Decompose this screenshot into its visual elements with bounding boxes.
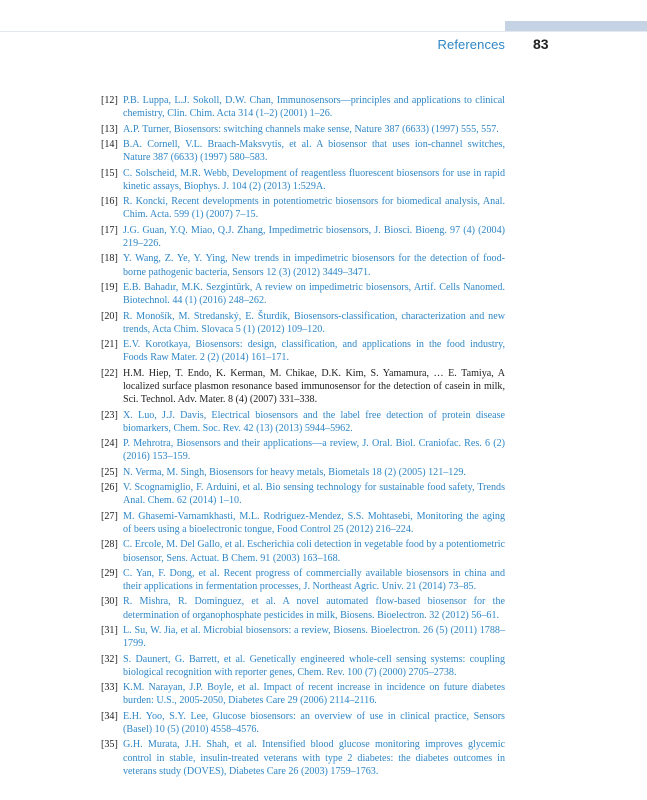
- reference-item[interactable]: [101, 224, 505, 250]
- reference-number: [17]: [101, 224, 118, 236]
- reference-text[interactable]: R. Koncki, Recent developments in potentiometric biosensors for biomedical analysis, Anal. Chim. Acta. 599 (1) (2007) 7–15.: [123, 196, 505, 221]
- reference-text[interactable]: S. Daunert, G. Barrett, et al. Genetically engineered whole-cell sensing systems: coupling biological recognition with reporter genes, Chem. Rev. 100 (7) (2000) 2705–2738.: [123, 653, 505, 678]
- reference-item[interactable]: [101, 195, 505, 221]
- reference-text[interactable]: P.B. Luppa, L.J. Sokoll, D.W. Chan, Immunosensors—principles and applications to clinical chemistry, Clin. Chim. Acta 314 (1–2) (2001) 1–26.: [123, 95, 505, 120]
- reference-text[interactable]: G.H. Murata, J.H. Shah, et al. Intensified blood glucose monitoring improves glycemic control in stable, insulin-treated veterans with type 2 diabetes: the diabetes outcomes in veterans study (DOVES), Diabetes Care 26 (2003) 1759–1763.: [123, 739, 505, 777]
- reference-text[interactable]: E.H. Yoo, S.Y. Lee, Glucose biosensors: an overview of use in clinical practice, Sensors (Basel) 10 (5) (2010) 4558–4576.: [123, 710, 505, 736]
- reference-number: [28]: [101, 539, 118, 551]
- reference-item[interactable]: [101, 567, 505, 593]
- reference-item[interactable]: [101, 281, 505, 307]
- reference-text[interactable]: B.A. Cornell, V.L. Braach-Maksvytis, et al. A biosensor that uses ion-channel switches, Nature 387 (6633) (1997) 580–583.: [123, 138, 505, 164]
- reference-text[interactable]: X. Luo, J.J. Davis, Electrical biosensors and the label free detection of protein disease biomarkers, Chem. Soc. Rev. 42 (13) (2013) 5944–5962.: [123, 409, 505, 434]
- reference-item[interactable]: [101, 681, 505, 707]
- reference-number: [25]: [101, 466, 118, 478]
- reference-number: [19]: [101, 281, 118, 293]
- reference-item[interactable]: [101, 653, 505, 679]
- reference-list: [101, 94, 505, 780]
- reference-item[interactable]: [101, 437, 505, 463]
- reference-text[interactable]: L. Su, W. Jia, et al. Microbial biosensors: a review, Biosens. Bioelectron. 26 (5) (2011) 1788–1799.: [123, 625, 505, 650]
- reference-number: [32]: [101, 653, 118, 665]
- reference-item[interactable]: [101, 167, 505, 193]
- reference-number: [15]: [101, 167, 118, 179]
- reference-text[interactable]: E.V. Korotkaya, Biosensors: design, classification, and applications in the food industry, Foods Raw Mater. 2 (2) (2014) 161–171.: [123, 339, 505, 364]
- reference-text[interactable]: M. Ghasemi-Varnamkhasti, M.L. Rodriguez-Mendez, S.S. Mohtasebi, Monitoring the aging of beers using a bioelectronic tongue, Food Control 25 (2012) 216–224.: [123, 510, 505, 535]
- reference-number: [26]: [101, 482, 118, 494]
- reference-item[interactable]: [101, 624, 505, 650]
- reference-item[interactable]: [101, 538, 505, 564]
- reference-text[interactable]: E.B. Bahadır, M.K. Sezgintürk, A review on impedimetric biosensors, Artif. Cells Nanomed. Biotechnol. 44 (1) (2016) 248–262.: [123, 281, 505, 307]
- reference-text[interactable]: Y. Wang, Z. Ye, Y. Ying, New trends in impedimetric biosensors for the detection of food-borne pathogenic bacteria, Sensors 12 (3) (2012) 3449–3471.: [123, 253, 505, 278]
- header-accent-bar: [505, 21, 647, 31]
- page-number: 83: [533, 36, 549, 52]
- reference-number: [13]: [101, 123, 118, 135]
- reference-number: [35]: [101, 739, 118, 751]
- reference-number: [18]: [101, 253, 118, 265]
- reference-item[interactable]: [101, 94, 505, 120]
- reference-number: [23]: [101, 409, 118, 421]
- reference-item[interactable]: [101, 510, 505, 536]
- reference-number: [31]: [101, 625, 118, 637]
- reference-text[interactable]: N. Verma, M. Singh, Biosensors for heavy metals, Biometals 18 (2) (2005) 121–129.: [123, 466, 466, 478]
- reference-text[interactable]: P. Mehrotra, Biosensors and their applications—a review, J. Oral. Biol. Craniofac. Res. 6 (2) (2016) 153–159.: [123, 438, 505, 463]
- reference-number: [30]: [101, 596, 118, 608]
- reference-text[interactable]: K.M. Narayan, J.P. Boyle, et al. Impact of recent increase in incidence on future diabetes burden: U.S., 2005-2050, Diabetes Care 29 (2006) 2114–2116.: [123, 682, 505, 707]
- reference-text[interactable]: C. Solscheid, M.R. Webb, Development of reagentless fluorescent biosensors for use in rapid kinetic assays, Biophys. J. 104 (2) (2013) 1:529A.: [123, 167, 505, 192]
- reference-item[interactable]: [101, 466, 505, 479]
- reference-item[interactable]: [101, 481, 505, 507]
- reference-item[interactable]: [101, 595, 505, 621]
- reference-number: [22]: [101, 367, 118, 379]
- reference-text[interactable]: C. Yan, F. Dong, et al. Recent progress of commercially available biosensors in china and their applications in fermentation processes, J. Northeast Agric. Univ. 21 (2014) 73–85.: [123, 567, 505, 593]
- reference-text[interactable]: A.P. Turner, Biosensors: switching channels make sense, Nature 387 (6633) (1997) 555, 557.: [123, 123, 499, 135]
- reference-item[interactable]: [101, 123, 505, 136]
- reference-text[interactable]: R. Monošík, M. Stredanský, E. Šturdík, Biosensors-classification, characterization and new trends, Acta Chim. Slovaca 5 (1) (2012) 109–120.: [123, 310, 505, 335]
- reference-item[interactable]: [101, 138, 505, 164]
- reference-number: [24]: [101, 438, 118, 450]
- reference-number: [14]: [101, 138, 118, 150]
- reference-item[interactable]: [101, 338, 505, 364]
- reference-text: H.M. Hiep, T. Endo, K. Kerman, M. Chikae, D.K. Kim, S. Yamamura, … E. Tamiya, A localized surface plasmon resonance based immunosensor for the detection of casein in milk, Sci. Technol. Adv. Mater. 8 (4) (2007) 331–338.: [123, 367, 505, 406]
- reference-number: [21]: [101, 339, 118, 351]
- reference-item[interactable]: [101, 409, 505, 435]
- running-head: References: [437, 37, 505, 52]
- reference-text[interactable]: V. Scognamiglio, F. Arduini, et al. Bio sensing technology for sustainable food safety, Trends Anal. Chem. 62 (2014) 1–10.: [123, 482, 505, 507]
- reference-number: [33]: [101, 682, 118, 694]
- reference-number: [12]: [101, 95, 118, 106]
- reference-number: [34]: [101, 710, 118, 722]
- reference-text[interactable]: R. Mishra, R. Dominguez, et al. A novel automated flow-based biosensor for the determination of organophosphate pesticides in milk, Biosens. Bioelectron. 32 (2012) 56–61.: [123, 596, 505, 621]
- header-divider: [0, 31, 647, 32]
- reference-number: [20]: [101, 310, 118, 322]
- reference-item[interactable]: [101, 738, 505, 778]
- reference-item[interactable]: [101, 310, 505, 336]
- reference-number: [29]: [101, 567, 118, 579]
- reference-text[interactable]: J.G. Guan, Y.Q. Miao, Q.J. Zhang, Impedimetric biosensors, J. Biosci. Bioeng. 97 (4) (2004) 219–226.: [123, 224, 505, 249]
- reference-number: [16]: [101, 196, 118, 208]
- reference-number: [27]: [101, 510, 118, 522]
- reference-item: [101, 367, 505, 407]
- reference-text[interactable]: C. Ercole, M. Del Gallo, et al. Escherichia coli detection in vegetable food by a potentiometric biosensor, Sens. Actuat. B Chem. 91 (2003) 163–168.: [123, 539, 505, 564]
- reference-item[interactable]: [101, 252, 505, 278]
- reference-item[interactable]: [101, 710, 505, 736]
